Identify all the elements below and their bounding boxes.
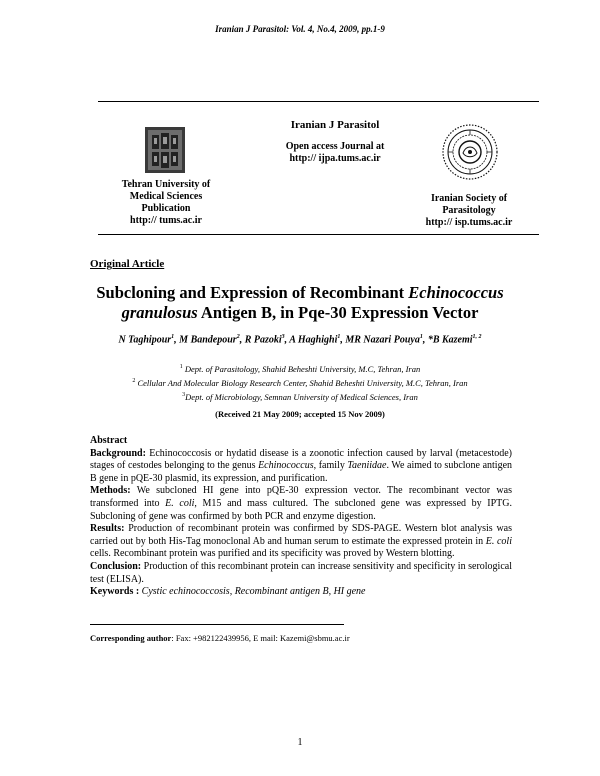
author-affiliation-marker: 3 xyxy=(281,334,285,340)
masthead-bottom-rule xyxy=(98,234,539,235)
journal-info xyxy=(250,119,420,165)
abstract-heading: Abstract xyxy=(90,435,128,446)
journal-citation: Iranian J Parasitol: Vol. 4, No.4, 2009, pp.1-9 xyxy=(215,24,385,34)
received-dates: (Received 21 May 2009; accepted 15 Nov 2009) xyxy=(215,409,385,419)
author-affiliation-marker: 1, 2 xyxy=(472,334,482,340)
author-name: M Bandepour xyxy=(179,334,237,346)
affiliation-text: Dept. of Parasitology, Shahid Beheshti University, M.C, Tehran, Iran xyxy=(182,363,421,374)
author-list xyxy=(60,334,540,345)
author-affiliation-marker: 1 xyxy=(171,334,175,340)
author-separator: , xyxy=(422,334,428,346)
left-institution-url[interactable]: http:// tums.ac.ir xyxy=(130,215,202,226)
left-institution-line: Publication xyxy=(141,203,191,214)
author-name: R Pazoki xyxy=(244,334,282,346)
author-affiliation-marker: 1 xyxy=(337,334,341,340)
journal-title: Iranian J Parasitol xyxy=(290,119,380,131)
author-name: A Haghighi xyxy=(289,334,338,346)
author-separator: , xyxy=(239,334,245,346)
abstract-conclusion: Conclusion: Production of this recombinant protein can increase sensitivity and specificity in serological test (ELISA). xyxy=(90,560,512,585)
affiliation-marker: 3 xyxy=(182,391,186,398)
abstract-methods: Methods: We subcloned HI gene into pQE-30 expression vector. The recombinant vector was transformed into E. coli, M15 and mass cultured. The subcloned gene was expressed by IPTG. Subcloning of gene was confirmed by both PCR and enzyme digestion. xyxy=(90,485,513,522)
tehran-university-logo-icon xyxy=(145,127,185,173)
affiliation-text: Cellular And Molecular Biology Research Center, Shahid Beheshti University, M.C, Tehran, Iran xyxy=(135,377,468,388)
abstract-background: Background: Echinococcosis or hydatid disease is a zoonotic infection caused by larval (metacestode) stages of cestodes belonging to the genus Echinococcus, family Taeniidae. We aimed to subclone antigen B gene in pQE-30 plasmid, its expression, and purification. xyxy=(90,447,513,484)
article-title-part: Antigen B, in Pqe-30 Expression Vector xyxy=(197,303,479,322)
affiliation-text: Dept. of Microbiology, Semnan University of Medical Sciences, Iran xyxy=(185,391,418,402)
author-name: *B Kazemi xyxy=(427,334,473,346)
article-title xyxy=(80,283,520,323)
abstract xyxy=(90,435,512,599)
masthead-top-rule xyxy=(98,101,539,102)
affiliation-marker: 2 xyxy=(132,377,136,384)
abstract-results: Results: Production of recombinant protein was confirmed by SDS-PAGE. Western blot analysis was carried out by both His-Tag monoclonal Ab and human serum to estimate the expressed protein in E. coli cells. Recombinant protein was purified and its specificity was proved by Western blotting. xyxy=(90,523,512,560)
affiliation-line xyxy=(70,389,530,403)
corresponding-author xyxy=(90,633,520,643)
right-institution-line: Iranian Society of xyxy=(430,193,508,204)
affiliation-line xyxy=(70,361,530,375)
article-title-part: Subcloning and Expression of Recombinant xyxy=(96,283,409,302)
abstract-keywords: Keywords : Cystic echinococcosis, Recombinant antigen B, HI gene xyxy=(90,586,366,598)
left-institution-line: Medical Sciences xyxy=(129,191,203,202)
author-name: N Taghipour xyxy=(118,334,172,346)
left-institution-line: Tehran University of xyxy=(121,179,211,190)
corresponding-contact[interactable]: : Fax: +982122439956, E mail: Kazemi@sbmu.ac.ir xyxy=(171,633,350,643)
author-separator: , xyxy=(340,334,346,346)
right-institution-line: Parasitology xyxy=(442,205,496,216)
journal-open-access: Open access Journal at xyxy=(285,141,385,152)
section-label: Original Article xyxy=(90,258,165,270)
journal-url[interactable]: http:// ijpa.tums.ac.ir xyxy=(289,153,381,164)
right-institution xyxy=(404,193,534,229)
author-affiliation-marker: 1 xyxy=(419,334,423,340)
affiliation-list xyxy=(70,361,530,402)
author-name: MR Nazari Pouya xyxy=(345,334,420,346)
affiliation-marker: 1 xyxy=(179,364,183,370)
author-separator: , xyxy=(174,334,180,346)
iranian-society-parasitology-seal-icon xyxy=(441,123,499,181)
left-institution xyxy=(96,179,236,227)
affiliation-line xyxy=(70,375,530,389)
corresponding-label: Corresponding author xyxy=(90,633,172,643)
right-institution-url[interactable]: http:// isp.tums.ac.ir xyxy=(425,217,513,228)
footnote-rule xyxy=(90,624,344,625)
author-affiliation-marker: 2 xyxy=(236,334,240,340)
article-title-species: Echinococcus granulosus xyxy=(121,283,504,322)
author-separator: , xyxy=(284,334,290,346)
page-number: 1 xyxy=(297,737,303,748)
